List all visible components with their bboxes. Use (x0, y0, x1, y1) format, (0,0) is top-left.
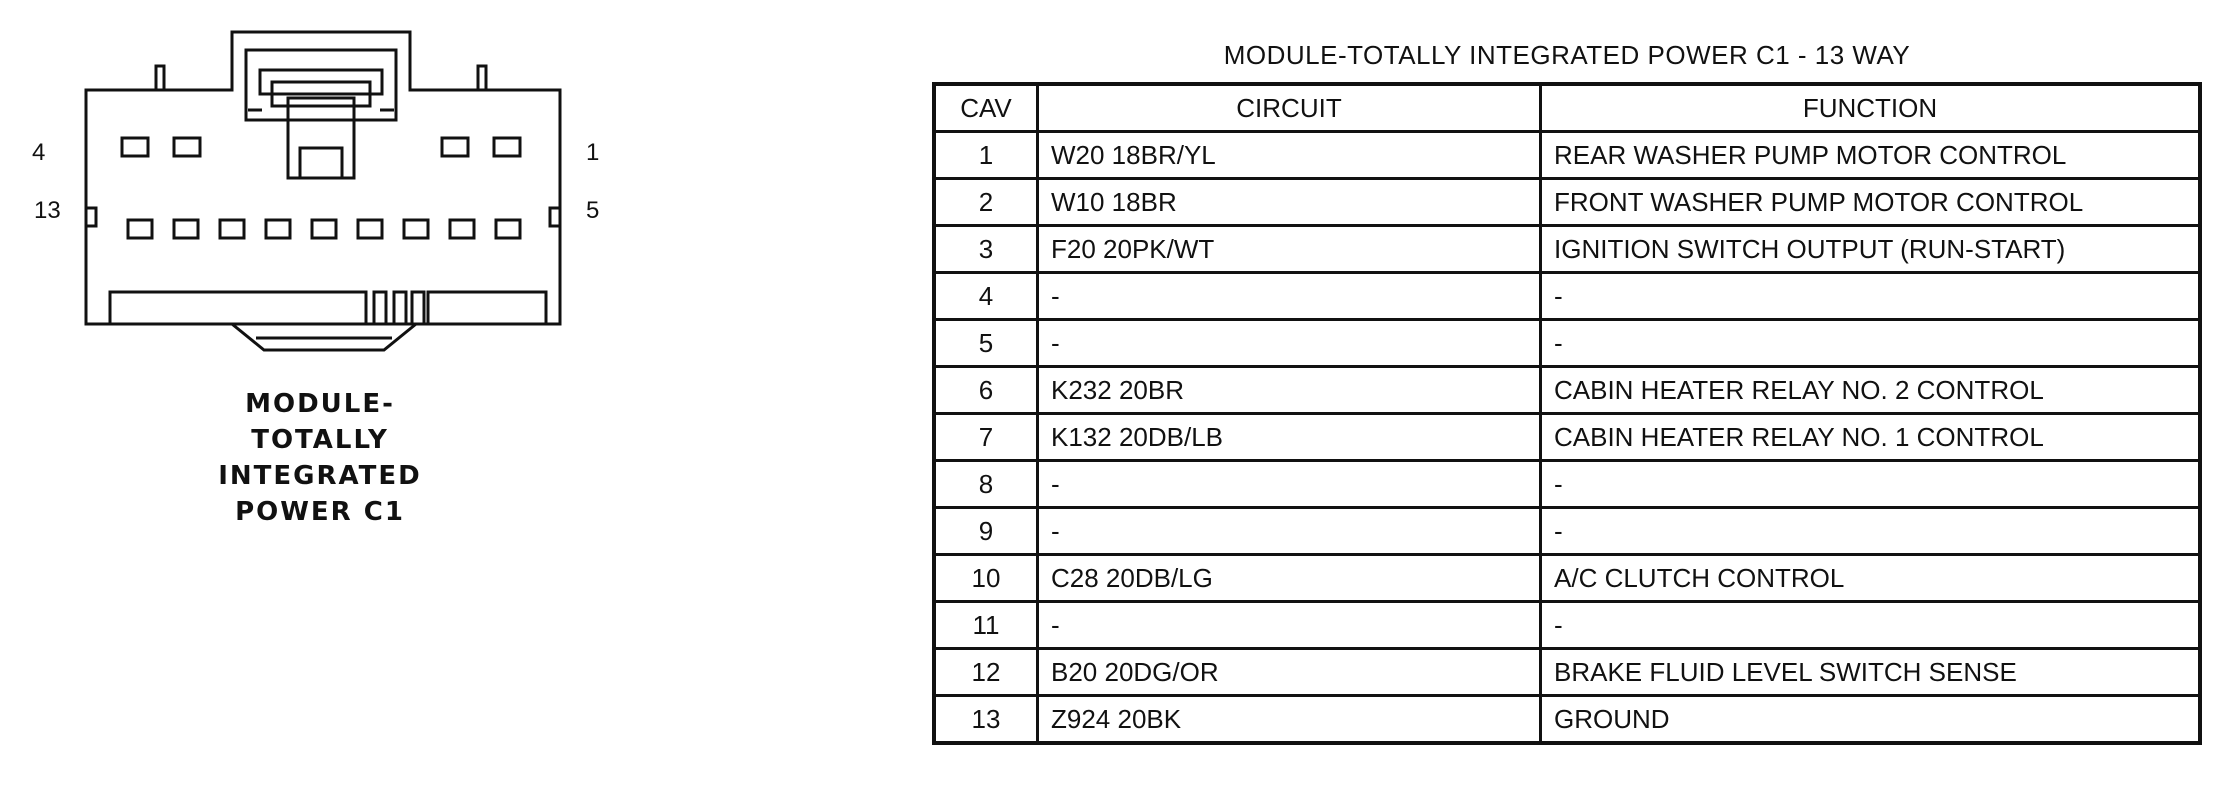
table-row (934, 226, 2200, 273)
table-row (934, 649, 2200, 696)
circuit-cell: W10 18BR (1038, 179, 1541, 226)
table-row (934, 273, 2200, 320)
function-cell: - (1541, 602, 2201, 649)
table-row (934, 602, 2200, 649)
function-cell: - (1541, 508, 2201, 555)
connector-label (210, 386, 430, 530)
connector-drawing (20, 20, 620, 380)
cavity (122, 138, 148, 156)
cav-cell: 10 (934, 555, 1038, 602)
table-row (934, 461, 2200, 508)
circuit-cell: K132 20DB/LB (1038, 414, 1541, 461)
table-body (934, 132, 2200, 744)
table-row (934, 179, 2200, 226)
function-cell: BRAKE FLUID LEVEL SWITCH SENSE (1541, 649, 2201, 696)
function-cell: FRONT WASHER PUMP MOTOR CONTROL (1541, 179, 2201, 226)
table-row (934, 696, 2200, 744)
table-row (934, 555, 2200, 602)
cav-cell: 9 (934, 508, 1038, 555)
header-function: FUNCTION (1541, 84, 2201, 132)
function-cell: IGNITION SWITCH OUTPUT (RUN-START) (1541, 226, 2201, 273)
cavity (494, 138, 520, 156)
connector-label-line: MODULE- (245, 389, 395, 419)
cav-cell: 8 (934, 461, 1038, 508)
circuit-cell: F20 20PK/WT (1038, 226, 1541, 273)
latch (246, 50, 396, 120)
function-cell: GROUND (1541, 696, 2201, 744)
pin-label-13: 13 (34, 197, 61, 224)
cav-cell: 2 (934, 179, 1038, 226)
cav-cell: 4 (934, 273, 1038, 320)
circuit-cell: - (1038, 602, 1541, 649)
circuit-cell: - (1038, 508, 1541, 555)
cav-cell: 1 (934, 132, 1038, 179)
pin-label-1: 1 (586, 139, 600, 166)
table-header-row (934, 84, 2200, 132)
connector-label-line: INTEGRATED (218, 461, 422, 491)
cav-cell: 5 (934, 320, 1038, 367)
table-row (934, 367, 2200, 414)
cav-cell: 11 (934, 602, 1038, 649)
function-cell: CABIN HEATER RELAY NO. 1 CONTROL (1541, 414, 2201, 461)
circuit-cell: - (1038, 320, 1541, 367)
function-cell: A/C CLUTCH CONTROL (1541, 555, 2201, 602)
function-cell: - (1541, 461, 2201, 508)
function-cell: CABIN HEATER RELAY NO. 2 CONTROL (1541, 367, 2201, 414)
table-row (934, 508, 2200, 555)
circuit-cell: - (1038, 461, 1541, 508)
cav-cell: 12 (934, 649, 1038, 696)
circuit-cell: W20 18BR/YL (1038, 132, 1541, 179)
table-row (934, 414, 2200, 461)
pin-label-4: 4 (32, 139, 46, 166)
function-cell: - (1541, 320, 2201, 367)
header-cav: CAV (934, 84, 1038, 132)
table-row (934, 132, 2200, 179)
cav-cell: 13 (934, 696, 1038, 744)
function-cell: REAR WASHER PUMP MOTOR CONTROL (1541, 132, 2201, 179)
table-title: MODULE-TOTALLY INTEGRATED POWER C1 - 13 WAY (1223, 40, 1911, 70)
circuit-cell: - (1038, 273, 1541, 320)
cav-cell: 3 (934, 226, 1038, 273)
header-circuit: CIRCUIT (1038, 84, 1541, 132)
circuit-cell: C28 20DB/LG (1038, 555, 1541, 602)
connector-diagram (20, 20, 620, 380)
function-cell: - (1541, 273, 2201, 320)
connector-label-line: TOTALLY (251, 425, 389, 455)
cav-cell: 7 (934, 414, 1038, 461)
circuit-cell: K232 20BR (1038, 367, 1541, 414)
cavity (174, 138, 200, 156)
pin-table (932, 82, 2202, 745)
circuit-cell: Z924 20BK (1038, 696, 1541, 744)
connector-label-line: POWER C1 (235, 497, 405, 527)
table-row (934, 320, 2200, 367)
cavity (442, 138, 468, 156)
cav-cell: 6 (934, 367, 1038, 414)
circuit-cell: B20 20DG/OR (1038, 649, 1541, 696)
pin-label-5: 5 (586, 197, 600, 224)
